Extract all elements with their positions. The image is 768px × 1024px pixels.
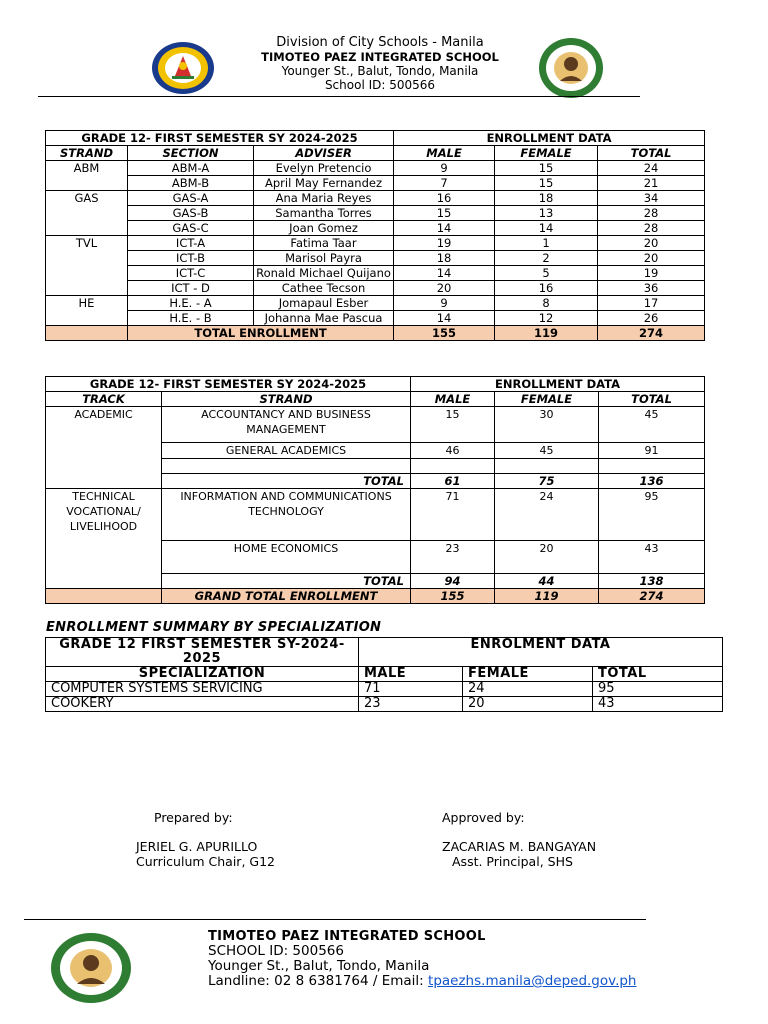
section-cell: H.E. - A [128, 296, 254, 311]
academic-total-male: 61 [411, 474, 495, 489]
enrollment-by-section-table [45, 130, 705, 341]
table-row [46, 296, 705, 311]
col-section: SECTION [128, 146, 254, 161]
strand-cell: GENERAL ACADEMICS [162, 443, 411, 459]
prepared-title: Curriculum Chair, G12 [136, 854, 275, 869]
col-strand: STRAND [162, 392, 411, 407]
table-row [46, 161, 705, 176]
adviser-cell: Jomapaul Esber [254, 296, 394, 311]
total-cell: 91 [599, 443, 705, 459]
male-cell: 15 [394, 206, 495, 221]
table-row [46, 407, 705, 443]
spacer-cell [495, 459, 599, 474]
total-cell: 24 [598, 161, 705, 176]
spacer-cell [46, 474, 162, 489]
total-total: 274 [598, 326, 705, 341]
approved-name: ZACARIAS M. BANGAYAN [442, 839, 597, 854]
table-row [46, 489, 705, 541]
right-seal [538, 37, 604, 99]
footer-landline-row [208, 974, 637, 989]
table-row [46, 206, 705, 221]
section-cell: ABM-A [128, 161, 254, 176]
grand-total-female: 119 [495, 589, 599, 604]
adviser-cell: Marisol Payra [254, 251, 394, 266]
col-male: MALE [394, 146, 495, 161]
male-cell: 7 [394, 176, 495, 191]
table-row [46, 176, 705, 191]
col-specialization: SPECIALIZATION [46, 667, 359, 682]
female-cell: 24 [495, 489, 599, 541]
male-cell: 15 [411, 407, 495, 443]
female-cell: 15 [495, 161, 598, 176]
col-total: TOTAL [599, 392, 705, 407]
female-cell: 45 [495, 443, 599, 459]
footer-address: Younger St., Balut, Tondo, Manila [208, 958, 430, 974]
grand-total-label: GRAND TOTAL ENROLLMENT [162, 589, 411, 604]
adviser-cell: Samantha Torres [254, 206, 394, 221]
female-cell: 15 [495, 176, 598, 191]
approved-label: Approved by: [442, 810, 525, 825]
table-row [46, 221, 705, 236]
footer-contact [208, 929, 637, 989]
approved-title: Asst. Principal, SHS [452, 854, 573, 869]
total-cell: 26 [598, 311, 705, 326]
prepared-by-block [136, 810, 275, 869]
specialization-summary-table [45, 637, 723, 712]
table-row [46, 236, 705, 251]
total-cell: 43 [593, 697, 723, 712]
specialization-cell: COMPUTER SYSTEMS SERVICING [46, 682, 359, 697]
total-cell: 19 [598, 266, 705, 281]
adviser-cell: April May Fernandez [254, 176, 394, 191]
section-cell: GAS-B [128, 206, 254, 221]
male-cell: 14 [394, 311, 495, 326]
footer-rule [24, 919, 646, 920]
total-cell: 20 [598, 251, 705, 266]
footer-school-id: SCHOOL ID: 500566 [208, 943, 344, 959]
total-cell: 28 [598, 206, 705, 221]
division-name: Division of City Schools - Manila [276, 35, 484, 50]
female-cell: 1 [495, 236, 598, 251]
table-row [46, 281, 705, 296]
summary-heading: ENROLLMENT SUMMARY BY SPECIALIZATION [46, 620, 382, 635]
col-male: MALE [359, 667, 463, 682]
total-enrollment-row [46, 326, 705, 341]
table-row [46, 191, 705, 206]
table-row [46, 251, 705, 266]
male-cell: 14 [394, 221, 495, 236]
academic-total-total: 136 [599, 474, 705, 489]
male-cell: 16 [394, 191, 495, 206]
section-cell: ICT-C [128, 266, 254, 281]
total-cell: 17 [598, 296, 705, 311]
male-cell: 19 [394, 236, 495, 251]
total-cell: 21 [598, 176, 705, 191]
female-cell: 14 [495, 221, 598, 236]
spacer-cell [411, 459, 495, 474]
male-cell: 23 [359, 697, 463, 712]
adviser-cell: Joan Gomez [254, 221, 394, 236]
col-adviser: ADVISER [254, 146, 394, 161]
section-cell: ICT - D [128, 281, 254, 296]
female-cell: 8 [495, 296, 598, 311]
tvl-total-label: TOTAL [162, 574, 411, 589]
col-female: FEMALE [495, 392, 599, 407]
female-cell: 18 [495, 191, 598, 206]
strand-cell: ABM [46, 161, 128, 191]
col-female: FEMALE [495, 146, 598, 161]
total-cell: 34 [598, 191, 705, 206]
table1-title: GRADE 12- FIRST SEMESTER SY 2024-2025 [46, 131, 394, 146]
tvl-total-male: 94 [411, 574, 495, 589]
prepared-name: JERIEL G. APURILLO [136, 839, 258, 854]
academic-total-female: 75 [495, 474, 599, 489]
male-cell: 46 [411, 443, 495, 459]
strand-cell: INFORMATION AND COMMUNICATIONS TECHNOLOGY [162, 489, 411, 541]
strand-cell: HE [46, 296, 128, 326]
section-cell: GAS-A [128, 191, 254, 206]
spacer-cell [599, 459, 705, 474]
male-cell: 9 [394, 161, 495, 176]
academic-total-label: TOTAL [162, 474, 411, 489]
female-cell: 2 [495, 251, 598, 266]
section-cell: GAS-C [128, 221, 254, 236]
female-cell: 30 [495, 407, 599, 443]
total-male: 155 [394, 326, 495, 341]
adviser-cell: Evelyn Pretencio [254, 161, 394, 176]
total-cell: 36 [598, 281, 705, 296]
total-cell: 95 [593, 682, 723, 697]
adviser-cell: Cathee Tecson [254, 281, 394, 296]
strand-cell: GAS [46, 191, 128, 236]
female-cell: 13 [495, 206, 598, 221]
grand-total-male: 155 [411, 589, 495, 604]
specialization-cell: COOKERY [46, 697, 359, 712]
col-male: MALE [411, 392, 495, 407]
female-cell: 12 [495, 311, 598, 326]
male-cell: 18 [394, 251, 495, 266]
col-total: TOTAL [593, 667, 723, 682]
table-row [46, 266, 705, 281]
tvl-total-total: 138 [599, 574, 705, 589]
total-female: 119 [495, 326, 598, 341]
strand-cell: TVL [46, 236, 128, 296]
grand-empty-cell [46, 589, 162, 604]
male-cell: 71 [411, 489, 495, 541]
grand-total-total: 274 [599, 589, 705, 604]
strand-cell: HOME ECONOMICS [162, 541, 411, 574]
prepared-label: Prepared by: [154, 810, 233, 825]
female-cell: 24 [463, 682, 593, 697]
male-cell: 23 [411, 541, 495, 574]
male-cell: 9 [394, 296, 495, 311]
grand-total-row [46, 589, 705, 604]
spacer-cell [162, 459, 411, 474]
adviser-cell: Johanna Mae Pascua [254, 311, 394, 326]
approved-by-block [442, 810, 596, 869]
male-cell: 71 [359, 682, 463, 697]
female-cell: 5 [495, 266, 598, 281]
col-strand: STRAND [46, 146, 128, 161]
academic-total-row [46, 474, 705, 489]
table-row [46, 311, 705, 326]
table1-enroll-title: ENROLLMENT DATA [394, 131, 705, 146]
total-cell: 20 [598, 236, 705, 251]
table2-enroll-title: ENROLLMENT DATA [411, 377, 705, 392]
summary-enrol-title: ENROLMENT DATA [359, 638, 723, 667]
female-cell: 20 [495, 541, 599, 574]
section-cell: H.E. - B [128, 311, 254, 326]
col-track: TRACK [46, 392, 162, 407]
table-row [46, 697, 723, 712]
school-id: School ID: 500566 [324, 78, 436, 92]
tvl-total-female: 44 [495, 574, 599, 589]
total-cell: 95 [599, 489, 705, 541]
header-rule [38, 96, 640, 97]
adviser-cell: Ronald Michael Quijano [254, 266, 394, 281]
school-name: TIMOTEO PAEZ INTEGRATED SCHOOL [261, 50, 499, 64]
total-enrollment-label: TOTAL ENROLLMENT [128, 326, 394, 341]
male-cell: 14 [394, 266, 495, 281]
enrollment-by-track-table [45, 376, 705, 604]
adviser-cell: Fatima Taar [254, 236, 394, 251]
table-row [46, 682, 723, 697]
col-female: FEMALE [463, 667, 593, 682]
col-total: TOTAL [598, 146, 705, 161]
section-cell: ICT-B [128, 251, 254, 266]
footer-landline: Landline: 02 8 6381764 / Email: [208, 973, 429, 989]
section-cell: ABM-B [128, 176, 254, 191]
female-cell: 16 [495, 281, 598, 296]
left-seal [150, 40, 216, 96]
total-cell: 28 [598, 221, 705, 236]
section-cell: ICT-A [128, 236, 254, 251]
male-cell: 20 [394, 281, 495, 296]
strand-cell: ACCOUNTANCY AND BUSINESS MANAGEMENT [162, 407, 411, 443]
female-cell: 20 [463, 697, 593, 712]
total-cell: 43 [599, 541, 705, 574]
track-cell: ACADEMIC [46, 407, 162, 474]
track-cell: TECHNICAL VOCATIONAL/ LIVELIHOOD [46, 489, 162, 589]
summary-title: GRADE 12 FIRST SEMESTER SY-2024-2025 [46, 638, 359, 667]
table2-title: GRADE 12- FIRST SEMESTER SY 2024-2025 [46, 377, 411, 392]
school-address: Younger St., Balut, Tondo, Manila [281, 64, 479, 78]
total-cell: 45 [599, 407, 705, 443]
footer-seal [50, 932, 132, 1004]
total-empty-cell [46, 326, 128, 341]
adviser-cell: Ana Maria Reyes [254, 191, 394, 206]
footer-email-link[interactable]: tpaezhs.manila@deped.gov.ph [428, 973, 637, 989]
footer-school: TIMOTEO PAEZ INTEGRATED SCHOOL [208, 929, 486, 944]
